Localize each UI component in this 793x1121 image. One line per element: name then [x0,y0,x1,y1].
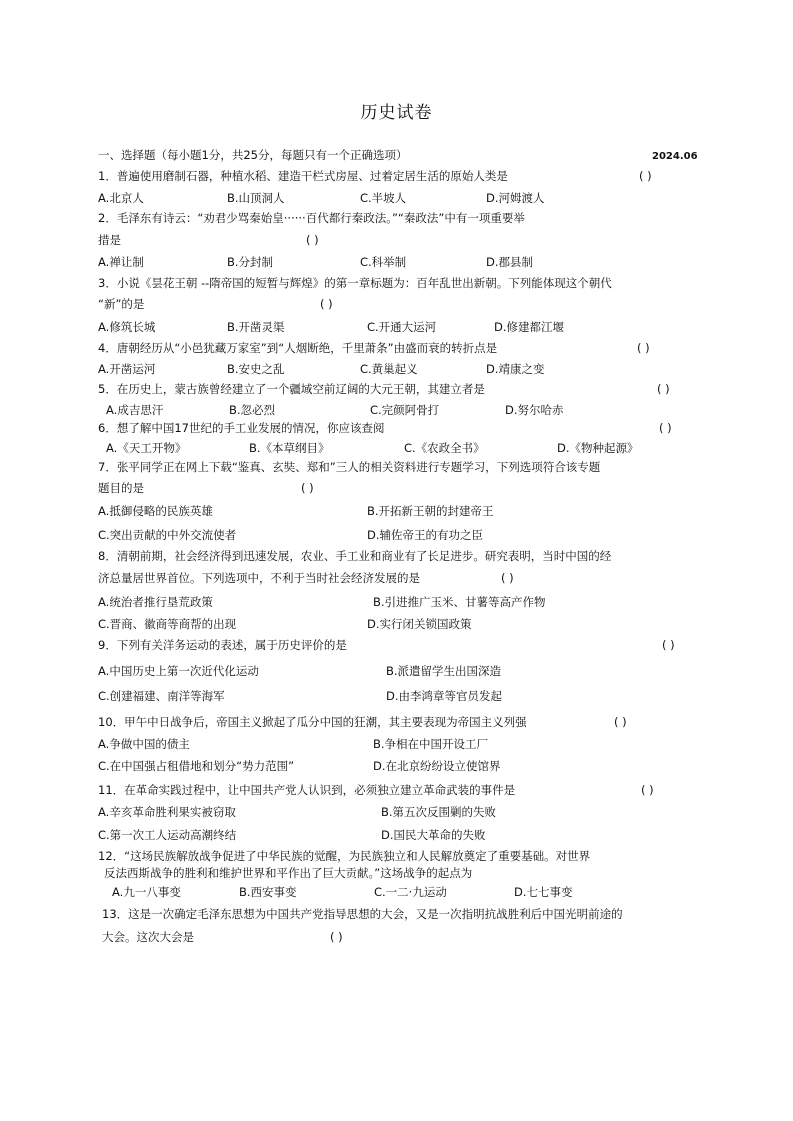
question-10-option-c: C.在中国强占租借地和划分“势力范围” [98,759,295,773]
question-4-stem: 4．唐朝经历从“小邑犹藏万家室”到“人烟断绝，千里萧条”由盛而衰的转折点是 [98,341,498,355]
question-4-answer-bracket: ( ) [637,341,650,355]
question-7-stem-line2: 题目的是 [98,481,144,495]
question-10-option-b: B.争相在中国开设工厂 [373,737,489,751]
question-9-answer-bracket: ( ) [662,638,675,652]
question-7-answer-bracket: ( ) [301,481,314,495]
question-9-option-c: C.创建福建、南洋等海军 [98,689,225,703]
question-3-option-d: D.修建都江堰 [494,320,565,334]
question-2-stem-line1: 2．毛泽东有诗云：“劝君少骂秦始皇······百代都行秦政法。”“秦政法”中有一项重要举 [98,211,525,225]
question-8-option-c: C.晋商、徽商等商帮的出现 [98,617,237,631]
question-6-stem: 6．想了解中国17世纪的手工业发展的情况，你应该查阅 [98,421,385,435]
question-7-option-d: D.辅佐帝王的有功之臣 [367,528,484,542]
question-11-answer-bracket: ( ) [641,783,654,797]
exam-date: 2024.06 [652,151,698,162]
question-10-answer-bracket: ( ) [614,715,627,729]
question-5-option-c: C.完颜阿骨打 [370,403,440,417]
question-5-option-a: A.成吉思汗 [106,403,164,417]
question-7-option-a: A.抵御侵略的民族英雄 [98,504,213,518]
question-12-stem-line2: 反法西斯战争的胜利和维护世界和平作出了巨大贡献。”这场战争的起点为 [104,866,473,880]
question-7-stem-line1: 7．张平同学正在网上下载“鉴真、玄奘、郑和”三人的相关资料进行专题学习，下列选项符合该专题 [98,460,601,474]
question-9-option-d: D.由李鸿章等官员发起 [386,689,503,703]
question-4-option-b: B.安史之乱 [227,362,285,376]
question-5-option-d: D.努尔哈赤 [505,403,564,417]
question-12-stem-line1: 12．“这场民族解放战争促进了中华民族的觉醒，为民族独立和人民解放奠定了重要基础。对世界 [98,849,591,863]
question-4-option-c: C.黄巢起义 [360,362,418,376]
question-2-option-b: B.分封制 [227,255,274,269]
question-3-answer-bracket: ( ) [320,297,333,311]
question-6-option-b: B.《本草纲目》 [249,441,330,455]
question-10-option-d: D.在北京纷纷设立使馆界 [373,759,501,773]
question-7-option-c: C.突出贡献的中外交流使者 [98,528,237,542]
question-6-option-a: A.《天工开物》 [106,441,187,455]
question-11-option-c: C.第一次工人运动高潮终结 [98,828,237,842]
question-1-option-c: C.半坡人 [360,191,407,205]
question-2-option-c: C.科举制 [360,255,407,269]
question-2-option-d: D.郡县制 [486,255,534,269]
question-3-stem-line1: 3．小说《昙花王朝 --隋帝国的短暂与辉煌》的第一章标题为：百年乱世出新朝。下列能体现这个朝代 [98,276,612,290]
question-6-answer-bracket: ( ) [659,421,672,435]
question-4-option-d: D.靖康之变 [486,362,545,376]
question-2-option-a: A.禅让制 [98,255,144,269]
question-10-stem: 10．甲午中日战争后，帝国主义掀起了瓜分中国的狂潮，其主要表现为帝国主义列强 [98,715,527,729]
question-12-option-b: B.西安事变 [239,885,297,899]
question-8-stem-line1: 8．清朝前期，社会经济得到迅速发展，农业、手工业和商业有了长足进步。研究表明，当时中国的经 [98,549,612,563]
question-11-stem: 11．在革命实践过程中，让中国共产党人认识到，必须独立建立革命武装的事件是 [98,783,516,797]
question-3-option-c: C.开通大运河 [367,320,437,334]
question-4-option-a: A.开凿运河 [98,362,156,376]
question-12-option-d: D.七七事变 [514,885,573,899]
section-heading: 一、选择题（每小题1分，共25分，每题只有一个正确选项） [98,148,408,162]
question-13-answer-bracket: ( ) [330,930,343,944]
question-1-stem: 1．普遍使用磨制石器，种植水稻、建造干栏式房屋、过着定居生活的原始人类是 [98,169,508,183]
page-title: 历史试卷 [360,103,433,123]
question-5-stem: 5．在历史上，蒙古族曾经建立了一个疆域空前辽阔的大元王朝，其建立者是 [98,382,485,396]
question-3-option-b: B.开凿灵渠 [227,320,285,334]
question-9-option-a: A.中国历史上第一次近代化运动 [98,664,259,678]
question-8-stem-line2: 济总量居世界首位。下列选项中，不利于当时社会经济发展的是 [98,571,420,585]
question-9-option-b: B.派遣留学生出国深造 [386,664,502,678]
question-3-option-a: A.修筑长城 [98,320,156,334]
question-12-option-c: C.一二·九运动 [374,885,447,899]
question-11-option-a: A.辛亥革命胜利果实被窃取 [98,805,236,819]
question-1-option-b: B.山顶洞人 [227,191,285,205]
question-1-answer-bracket: ( ) [639,169,652,183]
question-13-stem-line2: 大会。这次大会是 [102,930,194,944]
question-13-stem-line1: 13．这是一次确定毛泽东思想为中国共产党指导思想的大会，又是一次指明抗战胜利后中国光明前途的 [102,907,623,921]
question-6-option-d: D.《物种起源》 [557,441,639,455]
question-12-option-a: A.九一八事变 [112,885,181,899]
question-1-option-a: A.北京人 [98,191,144,205]
question-5-answer-bracket: ( ) [657,382,670,396]
question-8-option-b: B.引进推广玉米、甘薯等高产作物 [373,595,546,609]
question-5-option-b: B.忽必烈 [229,403,276,417]
question-1-option-d: D.河姆渡人 [486,191,545,205]
question-6-option-c: C.《农政全书》 [404,441,485,455]
question-8-option-d: D.实行闭关锁国政策 [367,617,472,631]
question-2-stem-line2: 措是 [98,233,121,247]
question-3-stem-line2: “新”的是 [98,297,145,311]
question-8-answer-bracket: ( ) [501,571,514,585]
question-2-answer-bracket: ( ) [306,233,319,247]
question-9-stem: 9．下列有关洋务运动的表述，属于历史评价的是 [98,638,347,652]
question-7-option-b: B.开拓新王朝的封建帝王 [367,504,494,518]
question-10-option-a: A.争做中国的债主 [98,737,190,751]
question-11-option-d: D.国民大革命的失败 [381,828,486,842]
question-11-option-b: B.第五次反围剿的失败 [381,805,497,819]
question-8-option-a: A.统治者推行垦荒政策 [98,595,213,609]
